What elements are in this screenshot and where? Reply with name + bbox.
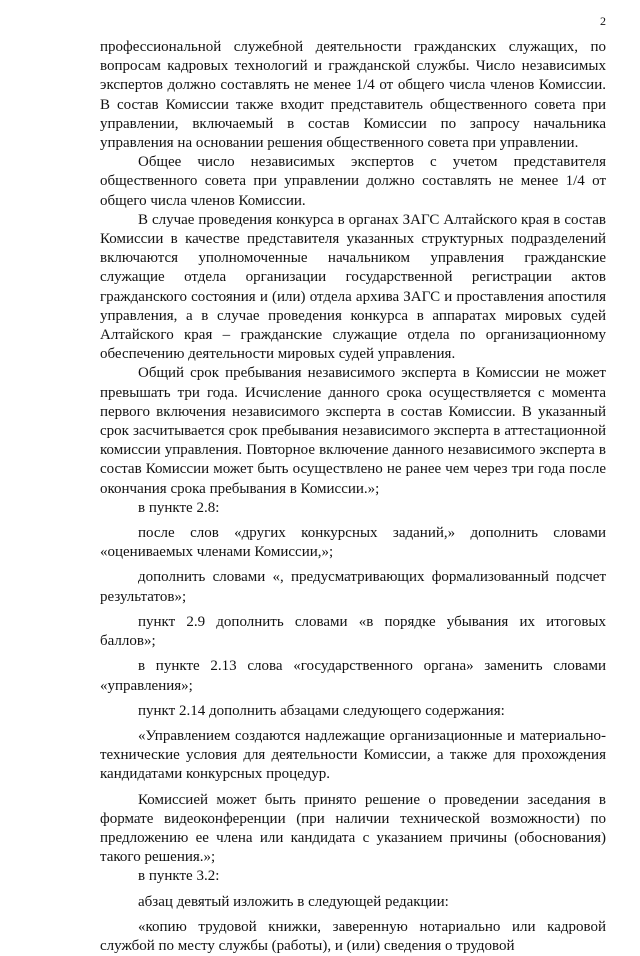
paragraph: абзац девятый изложить в следующей редакции: xyxy=(138,893,449,910)
page-number: 2 xyxy=(600,14,606,28)
paragraph: в пункте 2.8: xyxy=(138,499,220,516)
paragraph: «копию трудовой книжки, заверенную нотариально или кадровой службой по месту службы (работы), и (или) сведения о трудовой xyxy=(100,918,606,954)
paragraph: «Управлением создаются надлежащие организационные и материально-технические условия для деятельности Комиссии, а также для прохождения кандидатами конкурсных процедур. xyxy=(100,727,606,783)
paragraph: в пункте 3.2: xyxy=(138,868,220,885)
paragraph: Общий срок пребывания независимого эксперта в Комиссии не может превышать три года. Исчисление данного срока осуществляется с момента первого включения независимого эксперта в состав Комиссии. В указанный срок засчитывается срок пребывания независимого эксперта в аттестационной комиссии управления. Повторное включение данного независимого эксперта в состав Комиссии может быть осуществлено не ранее чем через три года после окончания срока пребывания в Комиссии.»; xyxy=(100,365,606,497)
document-body xyxy=(100,38,606,956)
paragraph: после слов «других конкурсных заданий,» дополнить словами «оцениваемых членами Комиссии,»; xyxy=(100,525,606,561)
paragraph: дополнить словами «, предусматривающих формализованный подсчет результатов»; xyxy=(100,569,606,605)
paragraph: в пункте 2.13 слова «государственного органа» заменить словами «управления»; xyxy=(100,658,606,694)
paragraph: Комиссией может быть принято решение о проведении заседания в формате видеоконференции (при наличии технической возможности) по предложению ее члена или кандидата с указанием причины (обоснования) такого решения.»; xyxy=(100,791,606,866)
paragraph: пункт 2.9 дополнить словами «в порядке убывания их итоговых баллов»; xyxy=(100,613,606,650)
paragraph: пункт 2.14 дополнить абзацами следующего содержания: xyxy=(138,702,505,719)
paragraph: В случае проведения конкурса в органах ЗАГС Алтайского края в состав Комиссии в качестве представителя указанных структурных подразделений включаются уполномоченные начальником управления гражданские служащие отдела организации государственной регистрации актов гражданского состояния и (или) отдела архива ЗАГС и проставления апостиля управления, а в случае проведения конкурса в аппаратах мировых судей Алтайского края – гражданские служащие отдела по организационному обеспечению деятельности мировых судей управления. xyxy=(100,211,606,363)
paragraph: профессиональной служебной деятельности гражданских служащих, по вопросам кадровых технологий и гражданской службы. Число независимых экспертов должно составлять не менее 1/4 от общего числа членов Комиссии. В состав Комиссии также входит представитель общественного совета при управлении, включаемый в состав Комиссии по запросу начальника управления на основании решения общественного совета при управлении. xyxy=(100,39,606,152)
paragraph: Общее число независимых экспертов с учетом представителя общественного совета при управлении должно составлять не менее 1/4 от общего числа членов Комиссии. xyxy=(100,154,606,209)
